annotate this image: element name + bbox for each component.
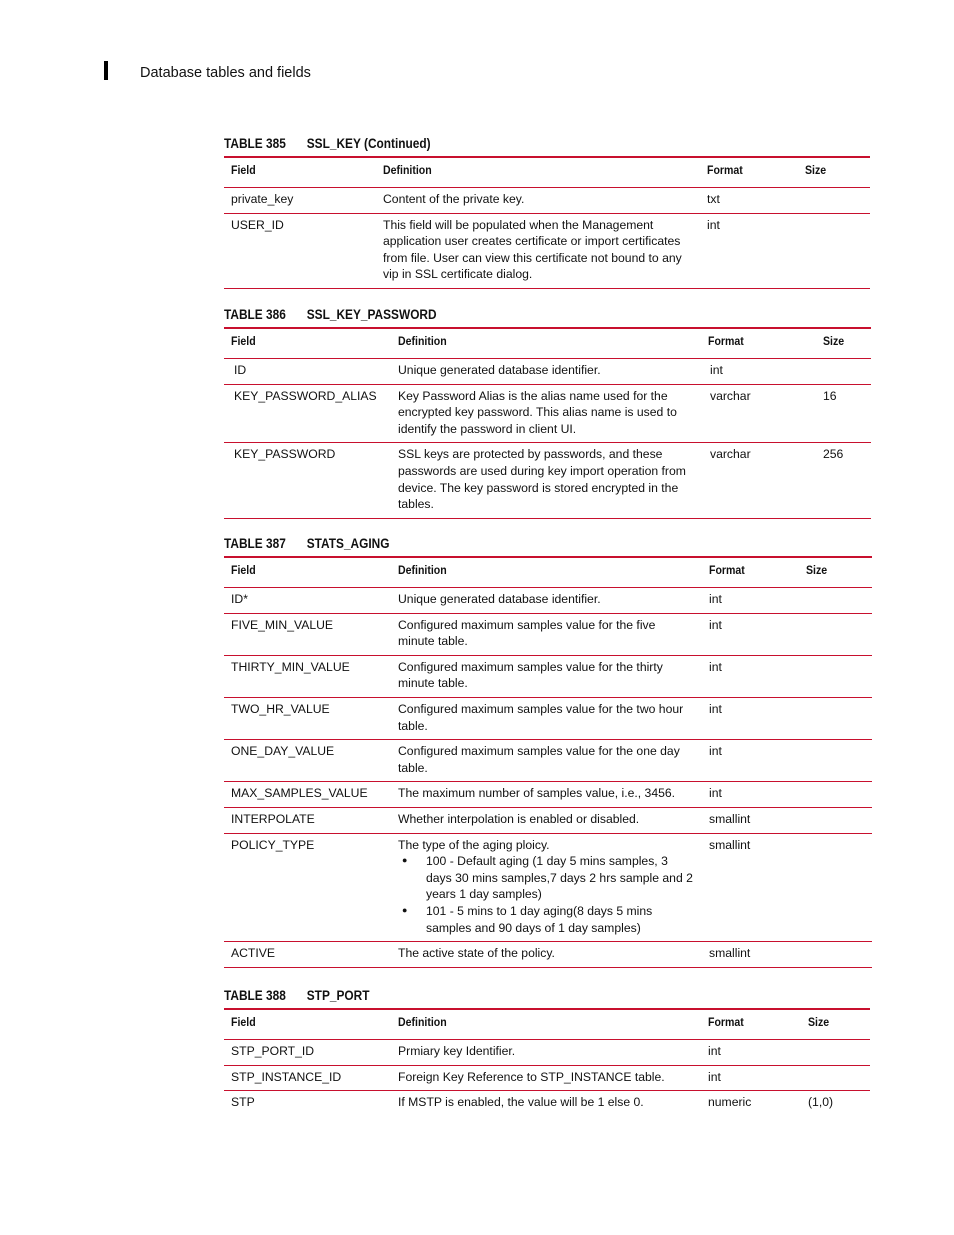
table-row	[224, 1040, 870, 1066]
cell-size	[798, 188, 870, 214]
table-title: SSL_KEY_PASSWORD	[306, 307, 437, 322]
cell-field: KEY_PASSWORD	[224, 443, 391, 518]
cell-definition: Configured maximum samples value for the two hour table.	[391, 697, 702, 739]
table-row	[224, 588, 872, 614]
cell-definition: SSL keys are protected by passwords, and these passwords are used during key import operation from device. The key password is stored encrypted in the tables.	[391, 443, 701, 518]
cell-format: varchar	[701, 384, 816, 443]
cell-size	[799, 782, 872, 808]
cell-format: int	[701, 359, 816, 385]
cell-field: MAX_SAMPLES_VALUE	[224, 782, 391, 808]
definition-text: The type of the aging ploicy.	[398, 837, 550, 852]
header-definition: Definition	[391, 1009, 701, 1040]
cell-definition: Unique generated database identifier.	[391, 588, 702, 614]
table-385	[224, 136, 870, 289]
cell-size	[799, 833, 872, 942]
header-field: Field	[224, 328, 391, 359]
table-row	[224, 359, 871, 385]
header-row	[224, 1009, 870, 1040]
cell-field: STP_INSTANCE_ID	[224, 1065, 391, 1091]
table-387	[224, 536, 872, 968]
header-row	[224, 328, 871, 359]
cell-field: KEY_PASSWORD_ALIAS	[224, 384, 391, 443]
cell-definition: The active state of the policy.	[391, 942, 702, 968]
header-size: Size	[816, 328, 871, 359]
table-number: TABLE 388	[224, 988, 286, 1003]
cell-field: THIRTY_MIN_VALUE	[224, 655, 391, 697]
cell-format: int	[701, 1040, 801, 1066]
cell-format: int	[702, 740, 799, 782]
cell-size	[816, 359, 871, 385]
header-size: Size	[799, 557, 872, 588]
table-row	[224, 655, 872, 697]
table-title: STATS_AGING	[306, 536, 390, 551]
cell-size	[799, 942, 872, 968]
table-row	[224, 782, 872, 808]
bullet-item: ● 101 - 5 mins to 1 day aging(8 days 5 mins samples and 90 days of 1 day samples)	[426, 903, 694, 936]
header-format: Format	[701, 328, 816, 359]
cell-format: int	[702, 782, 799, 808]
data-table	[224, 556, 872, 968]
cell-size	[799, 588, 872, 614]
cell-format: smallint	[702, 833, 799, 942]
header-format: Format	[700, 157, 798, 188]
table-number: TABLE 385	[224, 136, 286, 151]
cell-format: varchar	[701, 443, 816, 518]
table-row	[224, 1065, 870, 1091]
data-table	[224, 327, 871, 519]
table-386	[224, 307, 871, 519]
cell-definition: Content of the private key.	[376, 188, 700, 214]
table-row	[224, 188, 870, 214]
cell-field: private_key	[224, 188, 376, 214]
cell-size	[801, 1065, 870, 1091]
header-definition: Definition	[376, 157, 700, 188]
cell-format: smallint	[702, 807, 799, 833]
header-row	[224, 157, 870, 188]
bullet-item: ● 100 - Default aging (1 day 5 mins samples, 3 days 30 mins samples,7 days 2 hrs sample and 2 years 1 day samples)	[426, 853, 694, 903]
table-title: STP_PORT	[306, 988, 370, 1003]
running-head: Database tables and fields	[140, 65, 311, 81]
cell-format: int	[702, 613, 799, 655]
cell-definition: If MSTP is enabled, the value will be 1 else 0.	[398, 1095, 644, 1110]
cell-field: ONE_DAY_VALUE	[224, 740, 391, 782]
table-row	[224, 942, 872, 968]
cell-field: ACTIVE	[224, 942, 391, 968]
cell-size	[798, 213, 870, 288]
header-format: Format	[701, 1009, 801, 1040]
table-number: TABLE 387	[224, 536, 286, 551]
header-definition: Definition	[391, 557, 702, 588]
cell-format: int	[702, 655, 799, 697]
cell-definition: Prmiary key Identifier.	[391, 1040, 701, 1066]
cell-field: ID	[224, 359, 391, 385]
cell-definition: Foreign Key Reference to STP_INSTANCE table.	[391, 1065, 701, 1091]
cell-field: STP_PORT_ID	[224, 1040, 391, 1066]
cell-format: smallint	[702, 942, 799, 968]
cell-format: int	[701, 1065, 801, 1091]
cell-size	[799, 613, 872, 655]
bullet-list	[398, 853, 694, 936]
cell-definition: Configured maximum samples value for the one day table.	[391, 740, 702, 782]
cell-field: ID*	[224, 588, 391, 614]
cell-definition: The maximum number of samples value, i.e., 3456.	[391, 782, 702, 808]
cell-size	[799, 697, 872, 739]
header-field: Field	[224, 557, 391, 588]
cell-field: FIVE_MIN_VALUE	[224, 613, 391, 655]
cell-field: STP	[231, 1095, 255, 1110]
cell-definition: Configured maximum samples value for the five minute table.	[391, 613, 702, 655]
cell-field: INTERPOLATE	[224, 807, 391, 833]
cell-size: (1,0)	[808, 1095, 834, 1110]
cell-format: int	[702, 697, 799, 739]
table-row	[224, 443, 871, 518]
data-table	[224, 156, 870, 289]
cell-format: txt	[700, 188, 798, 214]
table-row	[224, 384, 871, 443]
table-row	[224, 1091, 870, 1116]
cell-size	[799, 807, 872, 833]
margin-change-bar	[104, 61, 108, 80]
table-caption	[224, 536, 794, 556]
cell-definition: Configured maximum samples value for the thirty minute table.	[391, 655, 702, 697]
cell-definition: This field will be populated when the Management application user creates certificate or import certificates from file. User can view this certificate not bound to any vip in SSL certificate dialog.	[376, 213, 700, 288]
table-row	[224, 807, 872, 833]
cell-definition: Whether interpolation is enabled or disabled.	[391, 807, 702, 833]
cell-format: int	[700, 213, 798, 288]
data-table	[224, 1008, 870, 1116]
header-field: Field	[224, 157, 376, 188]
cell-field: USER_ID	[224, 213, 376, 288]
cell-size	[799, 740, 872, 782]
table-388	[224, 988, 870, 1116]
cell-definition: Unique generated database identifier.	[391, 359, 701, 385]
cell-field: POLICY_TYPE	[224, 833, 391, 942]
table-caption	[224, 988, 792, 1008]
table-row	[224, 613, 872, 655]
header-row	[224, 557, 872, 588]
header-field: Field	[224, 1009, 391, 1040]
header-definition: Definition	[391, 328, 701, 359]
table-row	[224, 833, 872, 942]
header-size: Size	[798, 157, 870, 188]
table-caption	[224, 307, 793, 327]
header-size: Size	[801, 1009, 870, 1040]
table-row	[224, 697, 872, 739]
cell-definition: Key Password Alias is the alias name used for the encrypted key password. This alias name is used to identify the password in client UI.	[391, 384, 701, 443]
cell-size	[799, 655, 872, 697]
cell-field: TWO_HR_VALUE	[224, 697, 391, 739]
table-title: SSL_KEY (Continued)	[306, 136, 431, 151]
table-row	[224, 213, 870, 288]
table-caption	[224, 136, 792, 156]
header-format: Format	[702, 557, 799, 588]
cell-definition	[391, 833, 702, 942]
cell-format: numeric	[708, 1095, 752, 1110]
table-row	[224, 740, 872, 782]
cell-size: 16	[816, 384, 871, 443]
cell-format: int	[702, 588, 799, 614]
cell-size	[801, 1040, 870, 1066]
table-number: TABLE 386	[224, 307, 286, 322]
cell-size: 256	[816, 443, 871, 518]
